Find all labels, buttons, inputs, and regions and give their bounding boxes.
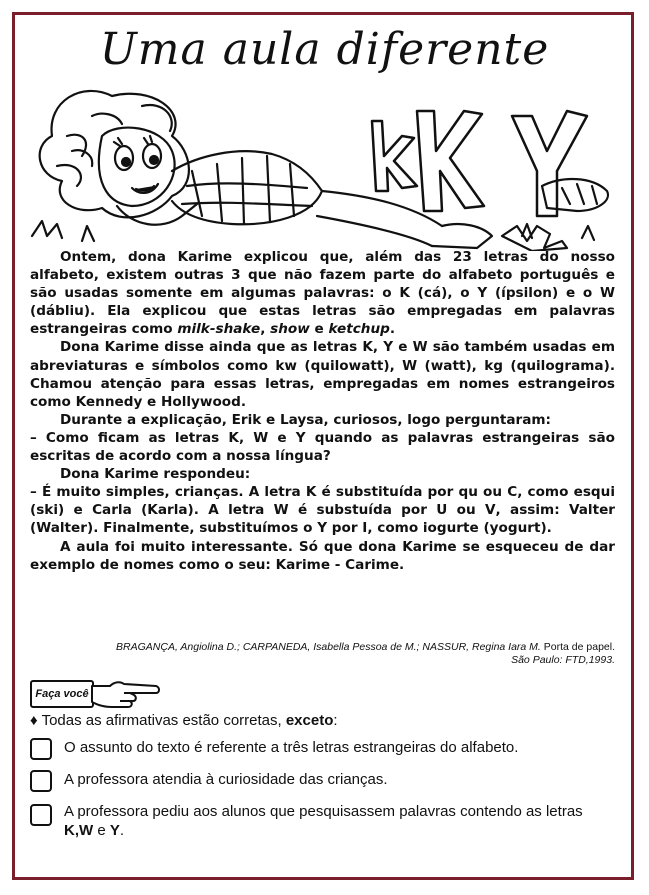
question-prefix: Todas as afirmativas estão corretas, [41, 712, 282, 729]
highlighted-letter: K [228, 429, 239, 446]
option-3-text-before: A professora pediu aos alunos que pesquisassem palavras contendo as letras [64, 803, 583, 820]
faca-voce-badge [30, 680, 160, 716]
paragraph [30, 411, 615, 429]
paragraph-text: , assim: Valter (Walter). Finalmente, substituímos o [30, 502, 616, 537]
highlighted-letter: K [305, 484, 317, 501]
paragraph-text: ou [447, 502, 486, 519]
highlighted-letter: C [507, 484, 518, 501]
paragraph-text: por [327, 520, 363, 537]
paragraph-text: , como esqui (ski) e Carla (Karla). A letra [30, 484, 615, 519]
paragraph-text: (dábliu). Ela explicou que estas letras são empregadas em palavras estrangeiras como [30, 303, 615, 338]
faca-voce-label: Faça você [30, 680, 94, 708]
paragraph-text: é substituída por [316, 484, 459, 501]
highlighted-letter: kw [275, 357, 297, 374]
paragraph [30, 538, 615, 574]
paragraph-text: Dona Karime disse ainda que as letras [60, 339, 363, 356]
highlighted-letter: W [412, 339, 428, 356]
question [30, 712, 610, 729]
paragraph-text: e [268, 429, 296, 446]
option-3-letter-y: Y [109, 822, 120, 839]
option-1-text: O assunto do texto é referente a três letras estrangeiras do alfabeto. [64, 739, 519, 756]
citation-book: Porta de papel. [543, 641, 615, 653]
pointing-hand-icon [90, 676, 160, 712]
highlighted-letter: V [485, 502, 496, 519]
highlighted-letter: Y [317, 520, 328, 537]
highlighted-letter: U [436, 502, 448, 519]
paragraph-text: e [309, 321, 329, 338]
option-1-checkbox[interactable] [30, 738, 52, 760]
highlighted-letter: W [253, 429, 269, 446]
paragraph-text: são também usadas em abreviaturas e símbolos como [30, 339, 615, 374]
option-3-checkbox[interactable] [30, 804, 52, 826]
paragraph-text: (ípsilon) e o [487, 285, 601, 302]
option-3-text [64, 802, 610, 840]
paragraph-text: e [393, 339, 413, 356]
highlighted-letter: K [399, 285, 410, 302]
foreign-word: ketchup [328, 321, 390, 338]
paragraph [30, 429, 615, 465]
paragraph-text: (watt), [417, 357, 485, 374]
option-2-text: A professora atendia à curiosidade das crianças. [64, 771, 388, 788]
paragraph-text: – Como ficam as letras [30, 429, 229, 446]
paragraph-text: quando as palavras estrangeiras são escritas de acordo com a nossa língua? [30, 429, 615, 465]
highlighted-letter: Y [383, 339, 394, 356]
citation-place: São Paulo: FTD,1993. [511, 654, 615, 666]
foreign-word: milk-shake [177, 321, 261, 338]
paragraph-text: . [389, 321, 396, 338]
paragraph-text: ou [477, 484, 508, 501]
highlighted-letter: W [600, 285, 616, 302]
option-3-text-after: . [119, 822, 125, 839]
paragraph-text: Dona Karime respondeu: [60, 466, 251, 483]
option-2-checkbox[interactable] [30, 770, 52, 792]
paragraph-text: , [260, 321, 271, 338]
highlighted-letter: Y [477, 285, 488, 302]
paragraph [30, 483, 615, 537]
paragraph-text: é substuída por [288, 502, 437, 519]
girl-with-letters-illustration [22, 76, 622, 251]
option-3-text-mid: e [93, 822, 110, 839]
paragraph [30, 248, 615, 338]
paragraph-text: (quilowatt), [296, 357, 403, 374]
citation [30, 641, 615, 667]
paragraph [30, 465, 615, 483]
paragraph-text: (cá), o [409, 285, 478, 302]
highlighted-letter: K [362, 339, 373, 356]
paragraph-text: , [238, 429, 254, 446]
question-emphasis: exceto [285, 712, 334, 729]
paragraph [30, 338, 615, 410]
highlighted-letter: kg [484, 357, 503, 374]
paragraph-text: Ontem, dona Karime explicou que, além das 23 letras do nosso alfabeto, existem outras 3 que não fazem parte do alfabeto português e são usadas somente em algumas palavras: o [30, 249, 615, 302]
highlighted-letter: Y [295, 429, 306, 446]
option-3-letters: K,W [64, 822, 94, 839]
paragraph-text: Durante a explicação, Erik e Laysa, curiosos, logo perguntaram: [60, 411, 551, 428]
paragraph-text: A aula foi muito interessante. Só que dona Karime se esqueceu de dar exemplo de nomes como o seu: Karime - Carime. [30, 538, 615, 573]
highlighted-letter: I [362, 520, 368, 537]
story-text [30, 248, 615, 574]
paragraph-text: (quilograma). Chamou atenção para essas letras, empregadas em nomes estrangeiros como Kennedy e Hollywood. [30, 357, 615, 410]
citation-authors: BRAGANÇA, Angiolina D.; CARPANEDA, Isabella Pessoa de M.; NASSUR, Regina Iara M. [116, 641, 541, 653]
bullet-icon: ♦ [30, 712, 38, 729]
page-title: Uma aula diferente [99, 24, 550, 75]
foreign-word: show [270, 321, 310, 338]
paragraph-text: – É muito simples, crianças. A letra [30, 484, 306, 501]
highlighted-letter: qu [458, 484, 478, 501]
paragraph-text: , como iogurte (yogurt). [367, 520, 552, 537]
highlighted-letter: W [402, 357, 418, 374]
paragraph-text: , [372, 339, 384, 356]
question-suffix: : [333, 712, 338, 729]
highlighted-letter: W [273, 502, 289, 519]
